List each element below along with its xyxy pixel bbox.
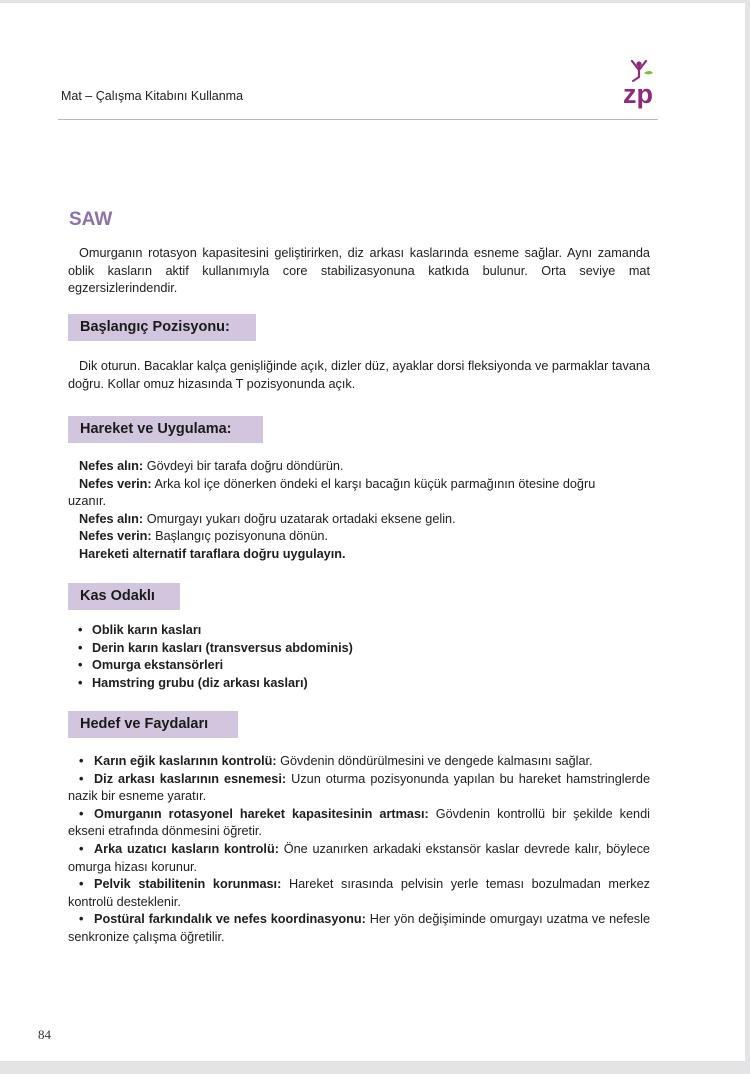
exercise-title: SAW	[69, 209, 113, 230]
start-position-text: Dik oturun. Bacaklar kalça genişliğinde açık, dizler düz, ayaklar dorsi fleksiyonda ve parmaklar tavana doğru. Kollar omuz hizasında T pozisyonunda açık.	[68, 359, 650, 391]
section-muscles: Kas Odaklı	[68, 583, 180, 610]
document-page	[0, 3, 745, 1061]
movement-step: Nefes verin: Arka kol içe dönerken öndeki el karşı bacağın küçük parmağının ötesine doğru	[79, 476, 596, 491]
list-item: • Hamstring grubu (diz arkası kasları)	[78, 675, 353, 693]
movement-step: Nefes alın: Gövdeyi bir tarafa doğru döndürün.	[79, 459, 344, 473]
list-item: • Pelvik stabilitenin korunması: Hareket sırasında pelvisin yerle teması bozulmadan merkez kontrolü desteklenir.	[68, 877, 650, 909]
muscle-list	[78, 622, 353, 692]
section-start-position: Başlangıç Pozisyonu:	[68, 314, 256, 341]
goals-list	[68, 753, 650, 947]
running-header: Mat – Çalışma Kitabını Kullanma	[61, 89, 244, 103]
list-item: • Diz arkası kaslarının esnemesi: Uzun oturma pozisyonunda yapılan bu hareket hamstringlerde nazik bir esneme yaratır.	[68, 771, 651, 804]
movement-steps	[68, 458, 650, 563]
list-item: • Oblik karın kasları	[78, 622, 353, 640]
list-item: • Postüral farkındalık ve nefes koordinasyonu: Her yön değişiminde omurgayı uzatma ve nefesle senkronize çalışma öğretilir.	[68, 912, 651, 944]
yoga-figure-logo-icon	[620, 59, 662, 111]
logo-text: zp	[623, 79, 653, 109]
list-item: • Omurganın rotasyonel hareket kapasitesinin artması: Gövdenin kontrollü bir şekilde kendi ekseni etrafında dönmesini öğretir.	[68, 806, 650, 839]
section-goals: Hedef ve Faydaları	[68, 711, 238, 738]
movement-step: Nefes verin: Başlangıç pozisyonuna dönün.	[79, 529, 328, 543]
header-divider	[58, 119, 658, 120]
list-item: • Derin karın kasları (transversus abdominis)	[78, 640, 353, 658]
list-item: • Karın eğik kaslarının kontrolü: Gövdenin döndürülmesini ve dengede kalmasını sağlar.	[79, 754, 593, 768]
list-item: • Omurga ekstansörleri	[78, 657, 353, 675]
movement-step: Nefes alın: Omurgayı yukarı doğru uzatarak ortadaki eksene gelin.	[79, 511, 456, 526]
movement-step-continuation: uzanır.	[68, 494, 107, 508]
movement-step: Hareketi alternatif taraflara doğru uygulayın.	[79, 546, 346, 561]
list-item: • Arka uzatıcı kasların kontrolü: Öne uzanırken arkadaki ekstansör kaslar devrede kalır, böylece omurga hizası korunur.	[68, 841, 650, 874]
section-movement: Hareket ve Uygulama:	[68, 416, 263, 443]
intro-paragraph: Omurganın rotasyon kapasitesini geliştirirken, diz arkası kaslarında esneme sağlar. Aynı zamanda oblik kasların aktif kullanımıyla core stabilizasyonuna katkıda bulunur. Orta seviye mat egzersizlerindendir.	[68, 246, 650, 295]
page-number: 84	[38, 1027, 51, 1042]
